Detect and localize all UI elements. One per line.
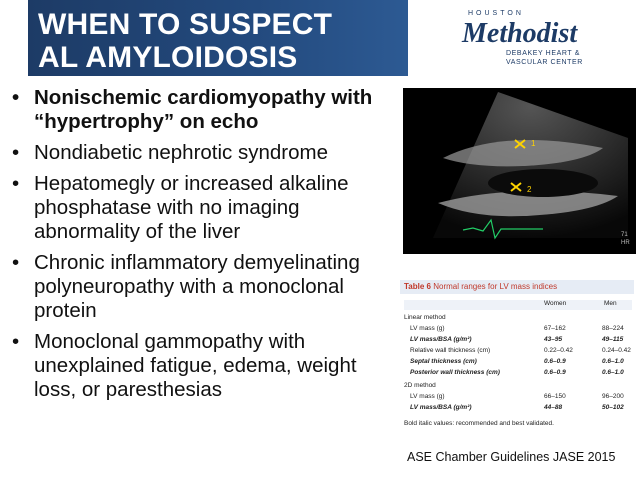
bullet-list xyxy=(8,86,393,409)
slide-title xyxy=(38,8,398,74)
echo-label-hr: HR xyxy=(621,240,630,246)
row-men: 50–102 xyxy=(602,404,624,411)
row-women: 0.6–0.9 xyxy=(544,358,566,365)
row-women: 43–95 xyxy=(544,336,563,343)
logo-sub-line-2: VASCULAR CENTER xyxy=(506,59,583,66)
row-label: Posterior wall thickness (cm) xyxy=(410,369,500,376)
table-footer: Bold italic values: recommended and best validated. xyxy=(404,420,554,427)
echo-label-71: 71 xyxy=(621,232,628,238)
row-label: LV mass/BSA (g/m²) xyxy=(410,404,472,411)
row-women: 0.6–0.9 xyxy=(544,369,566,376)
row-label: Septal thickness (cm) xyxy=(410,358,477,365)
row-men: 0.6–1.0 xyxy=(602,369,624,376)
echocardiogram-image xyxy=(403,88,636,254)
row-men: 49–115 xyxy=(602,336,624,343)
bullet-item: • Chronic inflammatory demyelinating polyneuropathy with a monoclonal protein xyxy=(8,251,393,323)
echo-label-2: 2 xyxy=(527,185,532,194)
row-men: 96–200 xyxy=(602,393,624,400)
row-women: 66–150 xyxy=(544,393,566,400)
bullet-item: • Hepatomegly or increased alkaline phosphatase with no imaging abnormality of the liver xyxy=(8,172,393,244)
title-line-2: AL AMYLOIDOSIS xyxy=(38,41,298,74)
ventricle-cavity xyxy=(488,169,598,197)
column-women: Women xyxy=(544,300,567,307)
lv-mass-table xyxy=(398,280,634,445)
table-title-text: Normal ranges for LV mass indices xyxy=(433,282,558,291)
table-number: Table 6 xyxy=(404,282,431,291)
echo-illustration xyxy=(403,88,636,254)
bullet-item: • Nondiabetic nephrotic syndrome xyxy=(8,141,393,165)
slide-header xyxy=(0,0,638,76)
section-label: Linear method xyxy=(404,314,446,321)
bullet-item: • Monoclonal gammopathy with unexplained fatigue, edema, weight loss, or paresthesias xyxy=(8,330,393,402)
logo-methodist-text: Methodist xyxy=(462,18,578,49)
methodist-logo xyxy=(448,10,628,70)
column-men: Men xyxy=(604,300,617,307)
row-label: LV mass (g) xyxy=(410,325,445,332)
title-line-1: WHEN TO SUSPECT xyxy=(38,8,333,41)
row-women: 67–162 xyxy=(544,325,566,332)
bullet-item: • Nonischemic cardiomyopathy with “hypertrophy” on echo xyxy=(8,86,393,134)
row-men: 0.6–1.0 xyxy=(602,358,624,365)
row-label: LV mass (g) xyxy=(410,393,445,400)
table-header-row xyxy=(404,300,632,310)
row-label: Relative wall thickness (cm) xyxy=(410,347,491,354)
row-women: 44–88 xyxy=(544,404,563,411)
logo-subtitle xyxy=(506,49,583,67)
row-label: LV mass/BSA (g/m²) xyxy=(410,336,472,343)
echo-label-1: 1 xyxy=(531,139,536,148)
row-women: 0.22–0.42 xyxy=(544,347,573,354)
row-men: 0.24–0.42 xyxy=(602,347,631,354)
figure-caption: ASE Chamber Guidelines JASE 2015 xyxy=(407,450,616,464)
logo-sub-line-1: DEBAKEY HEART & xyxy=(506,50,580,57)
section-label: 2D method xyxy=(404,382,436,389)
logo-houston-text: HOUSTON xyxy=(468,10,524,17)
row-men: 88–224 xyxy=(602,325,624,332)
table-title xyxy=(400,280,634,294)
